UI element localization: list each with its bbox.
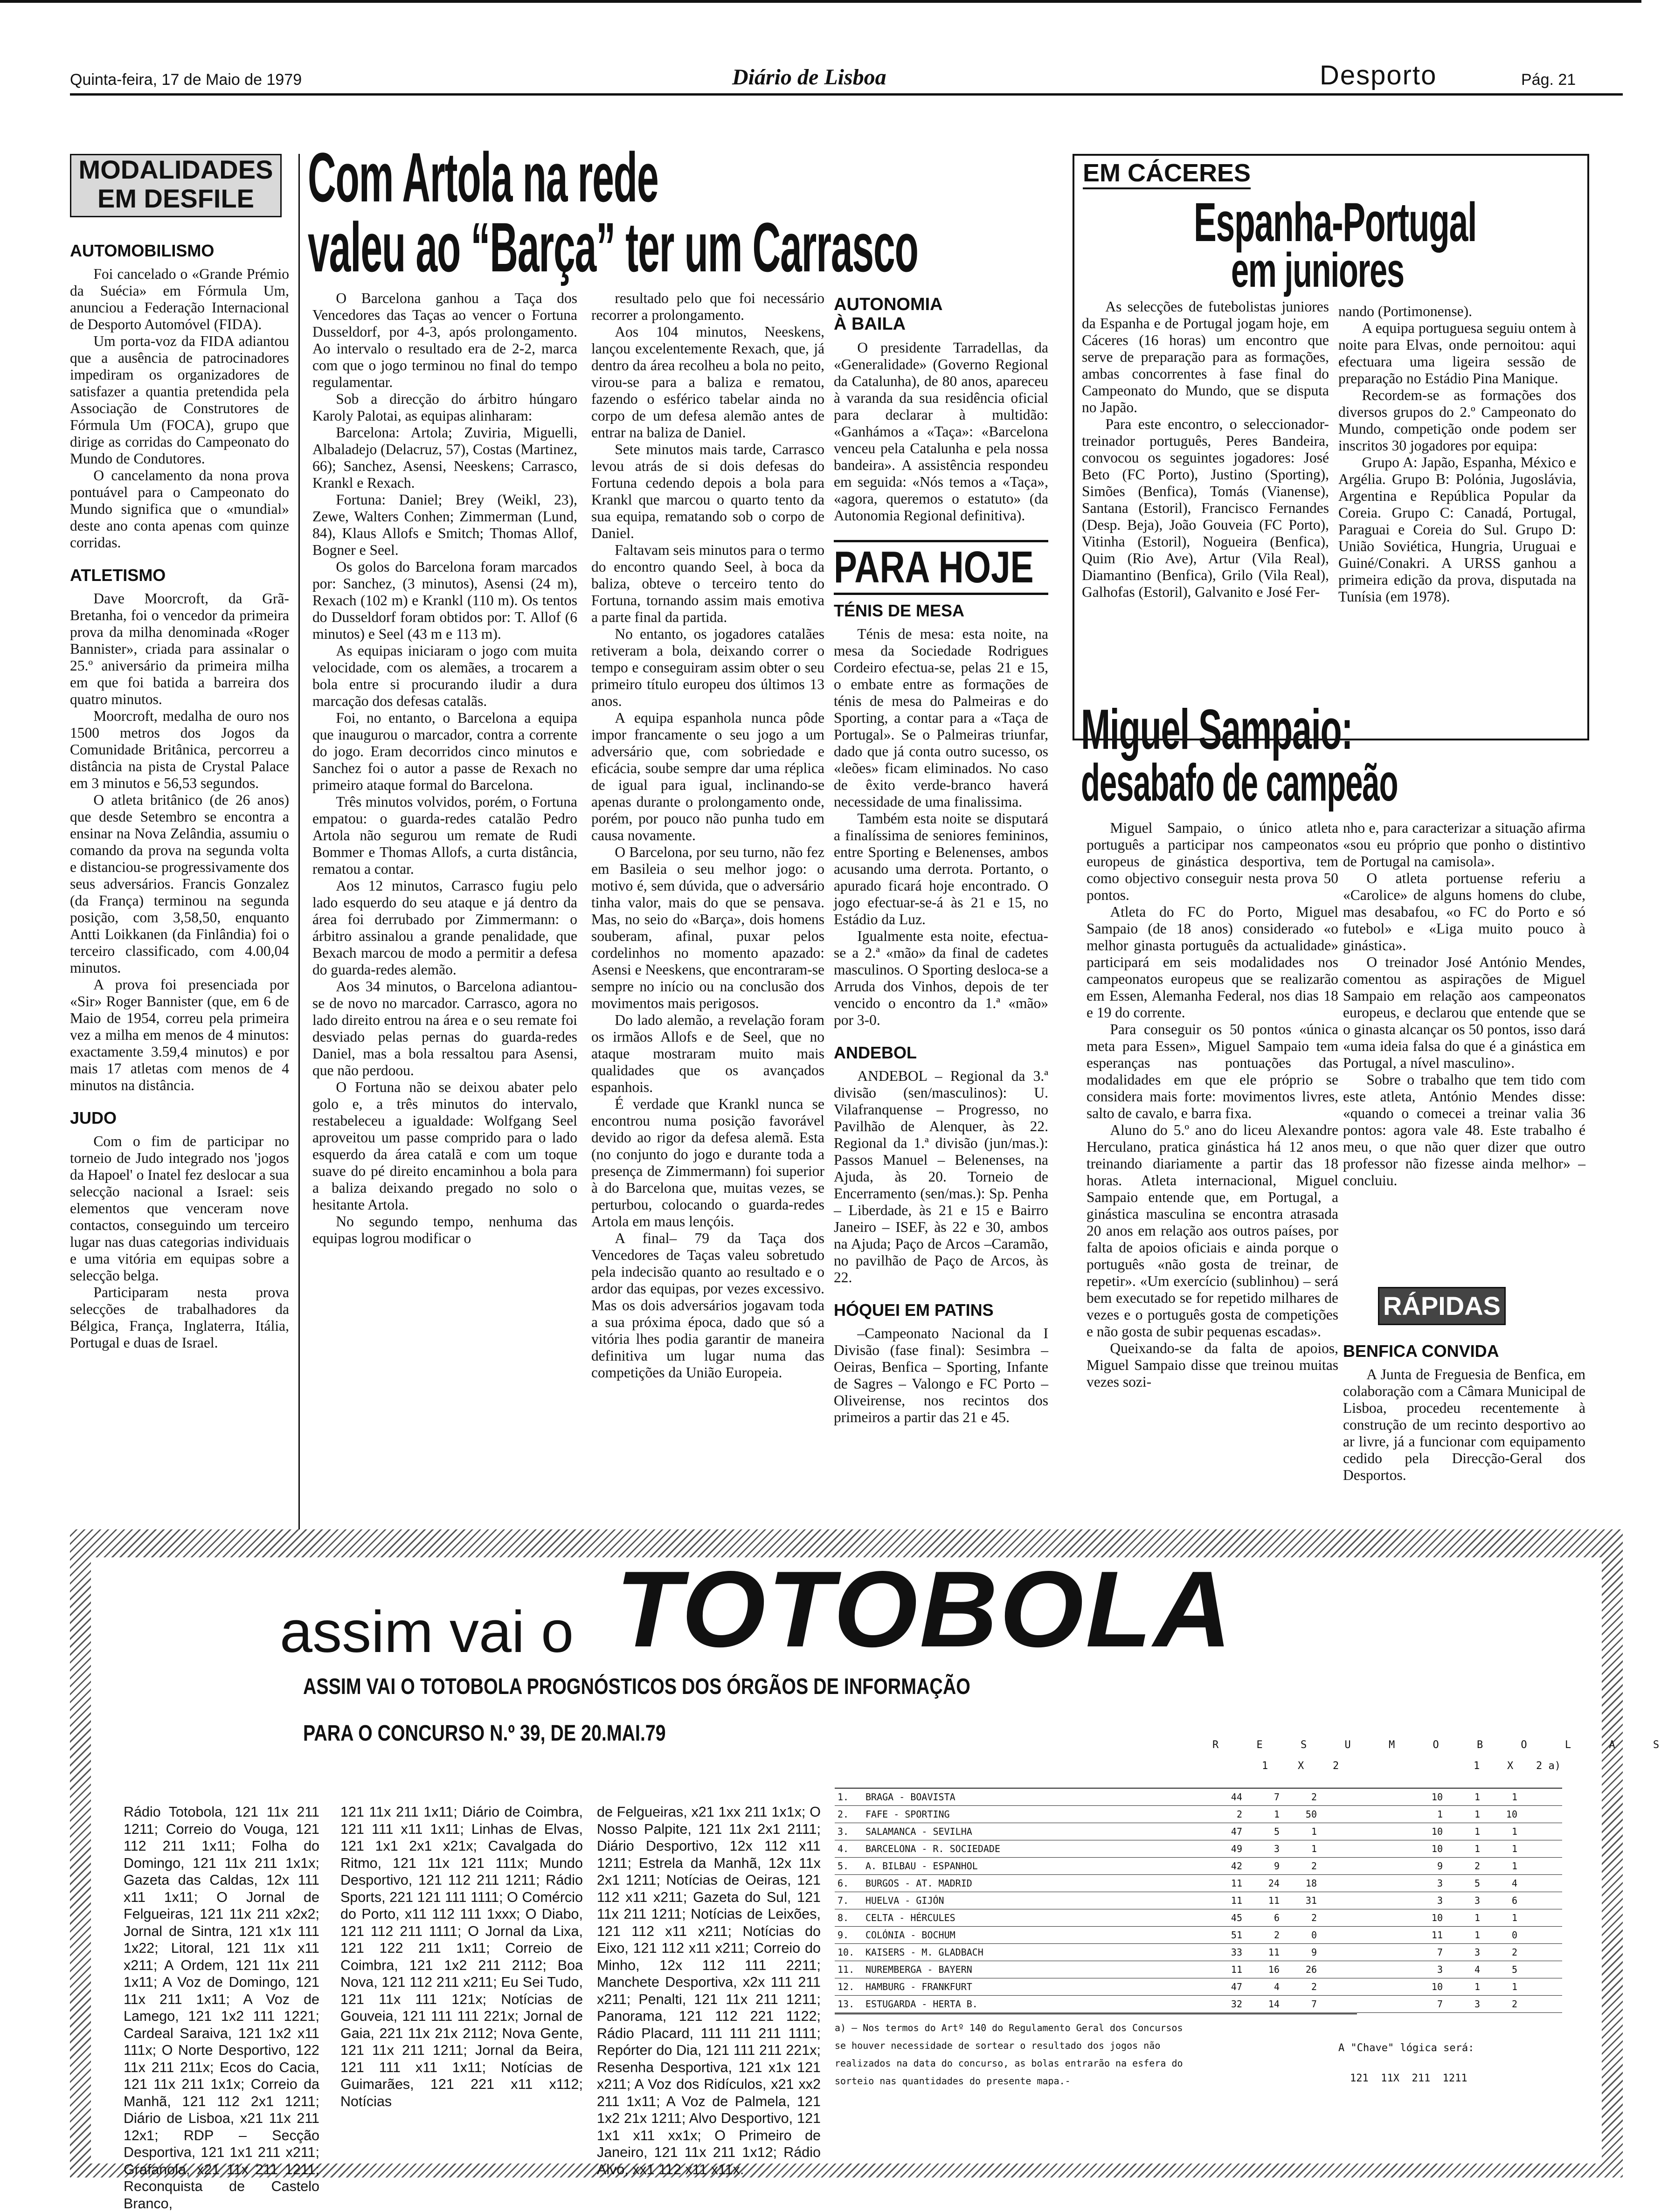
- resumo-2: 2: [1311, 1791, 1317, 1803]
- chave-value: 121 11X 211 1211: [1350, 2073, 1467, 2084]
- resumo-2: 31: [1305, 1895, 1317, 1906]
- automobilismo-p2: Um porta-voz da FIDA adiantou que a ausência de patrocinadores impediram os organizadores de satisfazer a quantia pretendida pela Associação de Construtores de Fórmula Um (FOCA), grupo que dirige as corridas do Campeonato do Mundo de Condutores.: [70, 333, 289, 467]
- totobola-predictions-3: de Felgueiras, x21 1xx 211 1x1x; O Nosso Palpite, 121 11x 2x1 2111; Diário Desportivo, 12x 112 x11 1211; Estrela da Manhã, 12x 11x 2x1 1211; Notícias de Oeiras, 121 112 x11 x211; Gazeta do Sul, 121 11x 211 1211; Notícias de Leixões, 121 112 x11 x211; Notícias do Eixo, 121 112 x11 x211; Correio do Minho, 12x 112 111 2211; Manchete Desportiva, x2x 111 211 x211; Penalti, 121 11x 211 1211; Panorama, 121 112 221 1122; Rádio Placard, 111 111 211 1111; Repórter do Dia, 121 111 211 221x; Resenha Desportiva, 121 x1x 121 x211; A Voz dos Ridículos, x21 xx2 211 1x11; A Voz de Palmela, 121 1x2 21x 1211; Alvo Desportivo, 121 1x1 x11 xx1x; O Primeiro de Janeiro, 121 11x 211 1x12; Rádio Alvo, xx1 112 x11 x11x.: [597, 1804, 821, 2177]
- artola-headline-line2: valeu ao “Barça” ter um Carrasco: [308, 208, 918, 286]
- resumo-1: 47: [1231, 1981, 1242, 1992]
- game-match: COLÓNIA - BOCHUM: [865, 1929, 955, 1941]
- artola-p9: Aos 12 minutos, Carrasco fugiu pelo lado esquerdo do seu ataque e já dentro da área foi derrubado por Zimmermann: o árbitro assinalou a grande penalidade, que Bexach marcou de modo a permitir a defesa do guarda-redes alemão.: [312, 878, 577, 978]
- artola-p20: Do lado alemão, a revelação foram os irmãos Allofs e de Seel, que no ataque mostraram muito mais qualidades que os avançados espanhois.: [591, 1012, 824, 1095]
- game-number: 13.: [838, 1998, 855, 2010]
- hoquei-p1: –Campeonato Nacional da I Divisão (fase final): Sesimbra –Oeiras, Benfica – Sporting, Infante de Sagres – Valongo e FC Porto – Oliveirense, nos recintos dos primeiros a partir das 21 e 45.: [834, 1325, 1048, 1425]
- bolas-x: 5: [1474, 1878, 1480, 1889]
- bolas-1: 3: [1437, 1964, 1443, 1975]
- resumo-1: 42: [1231, 1860, 1242, 1872]
- judo-p2: Participaram nesta prova selecções de trabalhadores da Bélgica, França, Inglaterra, Itália, Portugal e duas de Israel.: [70, 1284, 289, 1351]
- artola-headline-line1: Com Artola na rede: [308, 138, 658, 216]
- caceres-p3: nando (Portimonense).: [1338, 303, 1472, 319]
- totobola-predictions-1: Rádio Totobola, 121 11x 211 1211; Correio do Vouga, 121 112 211 1x11; Folha do Domingo, 121 11x 211 1x1x; Gazeta das Caldas, 12x 111 x11 1x11; O Jornal de Felgueiras, 121 11x 211 x2x2; Jornal de Sintra, 121 x1x 111 1x22; Litoral, 121 11x x11 x211; A Ordem, 121 11x 211 1x11; A Voz de Domingo, 121 11x 211 1x11; A Voz de Lamego, 121 1x2 111 1221; Cardeal Saraiva, 121 1x2 x11 111x; O Norte Desportivo, 122 11x 211 211x; Ecos do Cacia, 121 11x 211 1x1x; Correio da Manhã, 121 112 2x1 1211; Diário de Lisboa, x21 11x 211 12x1; RDP – Secção Desportiva, 121 1x1 211 x211; Grafanola, x21 11x 211 1211; Reconquista de Castelo Branco,: [124, 1804, 319, 2212]
- tenis-p3: Igualmente esta noite, efectua-se a 2.ª «mão» da final de cadetes masculinos. O Sporting desloca-se a Arruda dos Vinhos, depois de ter vencido o encontro da 1.ª «mão» por 3-0.: [834, 928, 1048, 1028]
- resumo-x: 16: [1268, 1964, 1280, 1975]
- artola-p15: Sete minutos mais tarde, Carrasco levou atrás de si dois defesas do Fortuna cedendo depois a bola para Krankl que marcou o quarto tento da sua equipa, rematando sob o corpo de Daniel.: [591, 441, 824, 541]
- sampaio-p6: nho e, para caracterizar a situação afirma «sou eu próprio que ponho o distintivo de Portugal na camisola».: [1343, 820, 1585, 870]
- table-row: [835, 1823, 1562, 1840]
- bolas-col-x: X: [1507, 1760, 1514, 1772]
- hoquei-title: HÓQUEI EM PATINS: [834, 1300, 994, 1320]
- artola-p16: Faltavam seis minutos para o termo do encontro quando Seel, à boca da baliza, obteve o terceiro tento do Fortuna, tornando assim mais emotiva a parte final da partida.: [591, 542, 824, 625]
- bolas-x: 1: [1474, 1791, 1480, 1803]
- game-number: 9.: [838, 1929, 849, 1941]
- caceres-headline-line2: em juniores: [1231, 243, 1404, 297]
- sampaio-p2: Atleta do FC do Porto, Miguel Sampaio (de 18 anos) considerado «o melhor ginasta português da actualidade» participará em seis modalidades nos campeonatos europeus que se realizarão em Essen, Alemanha Federal, nos dias 18 e 19 do corrente.: [1087, 904, 1338, 1021]
- page-date: Quinta-feira, 17 de Maio de 1979: [70, 71, 302, 89]
- spacer: [1520, 1892, 1562, 1909]
- resumo-x: 5: [1274, 1826, 1280, 1837]
- judo-p1: Com o fim de participar no torneio de Judo integrado nos 'jogos da Hapoel' o Inatel fez deslocar a sua selecção nacional a Israel: seis elementos que venceram nove contactos, conseguindo um terceiro lugar nas duas categorias individuais e uma vitória em equipas sobre a selecção belga.: [70, 1133, 289, 1284]
- table-row: [835, 1840, 1562, 1858]
- artola-p22: A final– 79 da Taça dos Vencedores de Taças valeu sobretudo pela indecisão quanto ao resultado e o ardor das equipas, por vezes excessivo. Mas os dois adversários jogavam toda a sua próxima época, dado que só a vitória lhes podia garantir de maneira definitiva um lugar numa das competições da União Europeia.: [591, 1230, 824, 1381]
- game-number: 7.: [838, 1895, 849, 1906]
- table-row: [835, 1927, 1562, 1944]
- sampaio-p3: Para conseguir os 50 pontos «única meta para Essen», Miguel Sampaio tem esperanças nas pontuações das modalidades em que ele próprio se considera mais forte: movimentos livres, salto de cavalo, e barra fixa.: [1087, 1021, 1338, 1121]
- bolas-2: 2: [1511, 1947, 1517, 1958]
- totobola-results-table: [835, 1788, 1562, 2013]
- bolas-1: 1: [1437, 1809, 1443, 1820]
- bolas-x: 1: [1474, 1843, 1480, 1854]
- benfica-convida-title: BENFICA CONVIDA: [1343, 1341, 1499, 1361]
- artola-p11: O Fortuna não se deixou abater pelo golo e, a três minutos do intervalo, restabeleceu a igualdade: Wolfgang Seel aproveitou um passe comprido para o lado esquerdo da área catalã e com um toque suave do pé direito encaminhou a bola para a baliza deixando pregado no solo o hesitante Artola.: [312, 1079, 577, 1213]
- resumo-2: 26: [1305, 1964, 1317, 1975]
- bolas-1: 9: [1437, 1860, 1443, 1872]
- resumo-x: 3: [1274, 1843, 1280, 1854]
- game-match: FAFE - SPORTING: [865, 1809, 950, 1820]
- sampaio-headline-line1: Miguel Sampaio:: [1081, 698, 1353, 761]
- game-match: NUREMBERGA - BAYERN: [865, 1964, 972, 1975]
- atletismo-p1: Dave Moorcroft, da Grã-Bretanha, foi o vencedor da primeira prova da milha denominada «Roger Bannister», criada para assinalar o 25.º aniversário da primeira milha em que foi batida a barreira dos quatro minutos.: [70, 590, 289, 707]
- para-hoje-banner: [834, 540, 1048, 595]
- resumo-2: 9: [1311, 1947, 1317, 1958]
- resumo-2: 0: [1311, 1929, 1317, 1941]
- resumo-1: 11: [1231, 1878, 1242, 1889]
- game-number: 8.: [838, 1912, 849, 1923]
- bolas-2: 10: [1506, 1809, 1517, 1820]
- artola-p21: É verdade que Krankl nunca se encontrou numa posição favorável devido ao rigor da defesa alemã. Esta (no conjunto do jogo e durante toda a presença de Zimmermann) foi superior à do Barcelona que, muitas vezes, se perturbou, colocando o guarda-redes Artola em maus lençóis.: [591, 1096, 824, 1230]
- table-row: [835, 1858, 1562, 1875]
- bolas-2: 5: [1511, 1964, 1517, 1975]
- bolas-2: 1: [1511, 1826, 1517, 1837]
- table-row: [835, 1806, 1562, 1823]
- bolas-2: 1: [1511, 1860, 1517, 1872]
- table-row: [835, 1788, 1562, 1806]
- spacer: [1520, 1788, 1562, 1806]
- bolas-2: 1: [1511, 1791, 1517, 1803]
- resumo-1: 44: [1231, 1791, 1242, 1803]
- spacer: [1520, 1823, 1562, 1840]
- artola-p7: Foi, no entanto, o Barcelona a equipa que inaugurou o marcador, contra a corrente do jogo. Eram decorridos cinco minutos e Sanchez foi o autor a passe de Rexach no primeiro ataque formal do Barcelona.: [312, 710, 577, 793]
- game-number: 2.: [838, 1809, 849, 1820]
- caceres-p1: As selecções de futebolistas juniores da Espanha e de Portugal jogam hoje, em Cáceres (16 horas) um encontro que serve de preparação para as formações, ambas concorrentes à fase final do Campeonato do Mundo, que se disputa no Japão.: [1082, 298, 1329, 415]
- atletismo-title: ATLETISMO: [70, 566, 166, 585]
- resumo-2: 1: [1311, 1826, 1317, 1837]
- resumo-1: 11: [1231, 1895, 1242, 1906]
- modalidades-tag-line2: EM DESFILE: [97, 184, 255, 213]
- caceres-column-1: [1082, 298, 1329, 732]
- game-match: BURGOS - AT. MADRID: [865, 1878, 972, 1889]
- resumo-2: 18: [1305, 1878, 1317, 1889]
- caceres-p5: Recordem-se as formações dos diversos grupos do 2.º Campeonato do Mundo, competição onde podem ser inscritos 30 jogadores por equipa:: [1338, 387, 1576, 454]
- table-row: [835, 1875, 1562, 1892]
- resumo-x: 11: [1268, 1947, 1280, 1958]
- artola-p19: O Barcelona, por seu turno, não fez em Basileia o seu melhor jogo: o motivo é, sem dúvida, que o adversário tinha valor, mais do que se pensava. Mas, no seio do «Barça», dois homens souberam, afinal, puxar pelos cordelinhos no momento apazado: Asensi e Neeskens, que encontraram-se sempre no início ou na conclusão dos movimentos mais perigosos.: [591, 844, 824, 1011]
- automobilismo-p3: O cancelamento da nona prova pontuável para o Campeonato do Mundo significa que o «mundial» deste ano conta apenas com quinze corridas.: [70, 467, 289, 551]
- sampaio-p4: Aluno do 5.º ano do liceu Alexandre Herculano, pratica ginástica há 12 anos treinando diariamente a partir das 18 horas. Atleta internacional, Miguel Sampaio entende que, em Portugal, a ginástica masculina se encontra atrasada 20 anos em relação aos outros países, por falta de apoios oficiais e ainda porque o português «não gosta de treinar, de repetir». «Um exercício (sublinhou) – será bem executado se for repetido milhares de vezes e o português gosta de competições e não gosta de subir pequenas escadas».: [1087, 1122, 1338, 1340]
- game-match: HAMBURG - FRANKFURT: [865, 1981, 972, 1992]
- bolas-2: 2: [1511, 1998, 1517, 2010]
- artola-p8: Três minutos volvidos, porém, o Fortuna empatou: o guarda-redes catalão Pedro Artola não segurou um remate de Rudi Bommer e Thomas Allofs, a curta distância, rematou a contar.: [312, 794, 577, 877]
- bolas-x: 1: [1474, 1809, 1480, 1820]
- resumo-col-x: X: [1298, 1760, 1304, 1772]
- caceres-p2: Para este encontro, o seleccionador-treinador português, Peres Bandeira, convocou os seguintes jogadores: José Beto (FC Porto), Justino (Sporting), Simões (Benfica), Tomás (Vianense), Santana (Estoril), Francisco Fernandes (Desp. Beja), João Gouveia (FC Porto), Vitinha (Estoril), Nogueira (Benfica), Quim (Rio Ave), Artur (Vila Real), Diamantino (Benfica), Grilo (Vila Real), Galhofas (Estoril), Galvanito e José Fer-: [1082, 416, 1329, 600]
- tenis-title: TÉNIS DE MESA: [834, 601, 965, 620]
- resumo-1: 49: [1231, 1843, 1242, 1854]
- caceres-kicker: EM CÁCERES: [1083, 159, 1251, 189]
- autonomia-title-line1: AUTONOMIA: [834, 295, 943, 314]
- resumo-header: R E S U M O B O L A S: [1212, 1739, 1675, 1751]
- artola-p6: As equipas iniciaram o jogo com muita velocidade, com os alemães, a trocarem a bola entre si procurando iludir a dura marcação dos defesas catalãs.: [312, 643, 577, 709]
- resumo-1: 33: [1231, 1947, 1242, 1958]
- game-number: 11.: [838, 1964, 855, 1975]
- bolas-x: 4: [1474, 1964, 1480, 1975]
- artola-p1: O Barcelona ganhou a Taça dos Vencedores das Taças ao vencer o Fortuna Dusseldorf, por 4-3, após prolongamento. Ao intervalo o resultado era de 2-2, marca com que o jogo terminou no final do tempo regulamentar.: [312, 290, 577, 390]
- table-row: [835, 1892, 1562, 1909]
- artola-p18: A equipa espanhola nunca pôde impor francamente o seu jogo a um adversário que, com sobriedade e eficácia, soube sempre dar uma réplica de igual para igual, inclinando-se apenas durante o prolongamento onde, porém, por pouco não punha tudo em causa novamente.: [591, 710, 824, 843]
- resumo-col-2: 2: [1333, 1760, 1339, 1772]
- totobola-concurso: PARA O CONCURSO N.º 39, DE 20.MAI.79: [303, 1721, 666, 1746]
- game-match: BRAGA - BOAVISTA: [865, 1791, 955, 1803]
- resumo-x: 2: [1274, 1929, 1280, 1941]
- resumo-2: 1: [1311, 1843, 1317, 1854]
- totobola-footnote: a) – Nos termos do Artº 140 do Regulamento Geral dos Concursos se houver necessidade de sortear o resultado dos jogos não realizados na data do concurso, as bolas entrarão na esfera do sorteio nas quantidades do presente mapa.-: [835, 2022, 1183, 2087]
- resumo-x: 1: [1274, 1809, 1280, 1820]
- bolas-1: 10: [1431, 1791, 1443, 1803]
- modalidades-tag: [70, 154, 282, 217]
- benfica-convida-p1: A Junta de Freguesia de Benfica, em colaboração com a Câmara Municipal de Lisboa, procedeu recentemente à construção de um recinto desportivo ao ar livre, já a funcionar com equipamento cedido pela Direcção-Geral dos Desportos.: [1343, 1366, 1585, 1483]
- spacer: [1520, 1961, 1562, 1978]
- spacer: [1520, 1875, 1562, 1892]
- bolas-1: 3: [1437, 1878, 1443, 1889]
- bolas-2: 4: [1511, 1878, 1517, 1889]
- bolas-2: 1: [1511, 1843, 1517, 1854]
- andebol-p1: ANDEBOL – Regional da 3.ª divisão (sen/masculinos): U. Vilafranquense – Progresso, no Pavilhão de Alenquer, às 22. Regional da 1.ª divisão (jun/mas.): Passos Manuel – Belenenses, na Ajuda, às 20. Torneio de Encerramento (sen/mas.): Sp. Penha – Liberdade, às 21 e 15 e Bairro Janeiro – ISEF, às 22 e 30, ambos na Ajuda; Paço de Arcos –Caramão, no pavilhão de Paço de Arcos, às 22.: [834, 1068, 1048, 1286]
- spacer: [1520, 1927, 1562, 1944]
- sampaio-headline-line2: desabafo de campeão: [1081, 753, 1398, 812]
- resumo-2: 50: [1305, 1809, 1317, 1820]
- bolas-2: 1: [1511, 1912, 1517, 1923]
- resumo-1: 2: [1236, 1809, 1242, 1820]
- spacer: [1520, 1944, 1562, 1961]
- resumo-2: 2: [1311, 1860, 1317, 1872]
- artola-p3: Barcelona: Artola; Zuviria, Miguelli, Albaladejo (Delacruz, 57), Costas (Martinez, 66); Sanchez, Asensi, Neeskens; Carrasco, Krankl e Rexach.: [312, 424, 577, 491]
- artola-p17: No entanto, os jogadores catalães retiveram a bola, deixando correr o tempo e conseguiram assim obter o seu primeiro título europeu dos últimos 13 anos.: [591, 626, 824, 709]
- resumo-1: 11: [1231, 1964, 1242, 1975]
- resumo-2: 7: [1311, 1998, 1317, 2010]
- newspaper-masthead: Diário de Lisboa: [732, 65, 886, 90]
- resumo-1: 45: [1231, 1912, 1242, 1923]
- bolas-col-2a: 2 a): [1536, 1760, 1561, 1772]
- andebol-title: ANDEBOL: [834, 1043, 917, 1062]
- resumo-x: 11: [1268, 1895, 1280, 1906]
- bolas-x: 3: [1474, 1895, 1480, 1906]
- bolas-1: 7: [1437, 1947, 1443, 1958]
- section-name: Desporto: [1320, 60, 1437, 90]
- sampaio-p7: O atleta portuense referiu a «Carolice» de alguns homens do clube, mas desabafou, «o FC do Porto e só futebol» e «Liga muito pouco à ginástica».: [1343, 870, 1585, 954]
- bolas-2: 0: [1511, 1929, 1517, 1941]
- chave-label: A "Chave" lógica será:: [1338, 2042, 1474, 2054]
- atletismo-p4: A prova foi presenciada por «Sir» Roger Bannister (que, em 6 de Maio de 1954, correu pela primeira vez a milha em menos de 4 minutos: exactamente 3.59,4 minutos) e por mais 17 atletas com menos de 4 minutos na distância.: [70, 976, 289, 1093]
- artola-p12: No segundo tempo, nenhuma das equipas logrou modificar o: [312, 1213, 577, 1246]
- autonomia-p1: O presidente Tarradellas, da «Generalidade» (Governo Regional da Catalunha), de 80 anos, apareceu à varanda da sua residência oficial para declarar à multidão: «Ganhámos a «Taça»: «Barcelona venceu pela Catalunha e pela nossa bandeira». A assistência respondeu em seguida: «Nós temos a «Taça», «agora, queremos o estatuto» (da Autonomia Regional definitiva).: [834, 339, 1048, 524]
- modalidades-tag-line1: MODALIDADES: [78, 155, 273, 184]
- totobola-slogan: assim vai o: [280, 1599, 574, 1665]
- table-row: [835, 1978, 1562, 1996]
- table-row: [835, 1944, 1562, 1961]
- page-number: Pág. 21: [1521, 71, 1576, 89]
- artola-p4: Fortuna: Daniel; Brey (Weikl, 23), Zewe, Walters Conhen; Zimmerman (Lund, 84), Klaus Allofs e Smitch; Thomas Allof, Bogner e Seel.: [312, 491, 577, 558]
- judo-title: JUDO: [70, 1108, 117, 1127]
- caceres-headline-line1: Espanha-Portugal: [1194, 192, 1477, 253]
- sampaio-column-2: [1343, 820, 1585, 1286]
- bolas-1: 11: [1431, 1929, 1443, 1941]
- game-number: 5.: [838, 1860, 849, 1872]
- table-row: [835, 1909, 1562, 1927]
- bolas-col-1: 1: [1474, 1760, 1480, 1772]
- caceres-p4: A equipa portuguesa seguiu ontem à noite para Elvas, onde pernoitou: aqui efectuara uma ligeira sessão de preparação no Estádio Pina Manique.: [1338, 320, 1576, 387]
- resumo-1: 47: [1231, 1826, 1242, 1837]
- resumo-x: 9: [1274, 1860, 1280, 1872]
- spacer: [1520, 1909, 1562, 1927]
- bolas-x: 1: [1474, 1826, 1480, 1837]
- bolas-x: 3: [1474, 1998, 1480, 2010]
- bolas-x: 2: [1474, 1860, 1480, 1872]
- game-number: 12.: [838, 1981, 855, 1992]
- bolas-1: 7: [1437, 1998, 1443, 2010]
- bolas-x: 3: [1474, 1947, 1480, 1958]
- bolas-2: 1: [1511, 1981, 1517, 1992]
- tenis-p2: Também esta noite se disputará a finalíssima de seniores femininos, entre Sporting e Belenenses, ambos acusando uma derrota. Portanto, o apurado ficará hoje encontrado. O jogo efectuar-se-á às 21 e 15, no Estádio da Luz.: [834, 810, 1048, 927]
- spacer: [1520, 1806, 1562, 1823]
- resumo-x: 6: [1274, 1912, 1280, 1923]
- bolas-1: 10: [1431, 1981, 1443, 1992]
- resumo-1: 51: [1231, 1929, 1242, 1941]
- rapidas-tag: RÁPIDAS: [1378, 1287, 1506, 1325]
- spacer: [1520, 1858, 1562, 1875]
- resumo-col-1: 1: [1262, 1760, 1268, 1772]
- game-match: CELTA - HÉRCULES: [865, 1912, 955, 1923]
- game-number: 4.: [838, 1843, 849, 1854]
- game-number: 10.: [838, 1947, 855, 1958]
- artola-p5: Os golos do Barcelona foram marcados por: Sanchez, (3 minutos), Asensi (24 m), Rexach (102 m) e Krankl (110 m). Os tentos do Dusseldorf foram obtidos por: T. Allof (6 minutos) e Seel (43 m e 113 m).: [312, 559, 577, 642]
- resumo-1: 32: [1231, 1998, 1242, 2010]
- resumo-x: 24: [1268, 1878, 1280, 1889]
- totobola-subtitle: ASSIM VAI O TOTOBOLA PROGNÓSTICOS DOS ÓRGÃOS DE INFORMAÇÃO: [303, 1674, 970, 1699]
- caceres-p6: Grupo A: Japão, Espanha, México e Argélia. Grupo B: Polónia, Jugoslávia, Argentina e República Popular da Coreia. Grupo C: Canadá, Portugal, Paraguai e Coreia do Sul. Grupo D: União Soviética, Hungria, Uruguai e Guiné/Conakri. A URSS ganhou a primeira edição da prova, disputada na Tunísia (em 1978).: [1338, 454, 1576, 605]
- totobola-predictions-2: 121 11x 211 1x11; Diário de Coimbra, 121 111 x11 1x11; Linhas de Elvas, 121 1x1 2x1 x21x; Cavalgada do Ritmo, 121 11x 121 111x; Mundo Desportivo, 121 112 211 1211; Rádio Sports, 221 121 111 1111; O Comércio do Porto, x11 112 111 1xxx; O Diabo, 121 112 211 1111; O Jornal da Lixa, 121 122 211 1x11; Correio de Coimbra, 121 1x2 211 2112; Boa Nova, 121 112 211 x211; Eu Sei Tudo, 121 11x 111 121x; Notícias de Gouveia, 121 111 111 221x; Jornal de Gaia, 221 11x 21x 2112; Nova Gente, 121 11x 211 1211; Jornal da Beira, 121 111 x11 1x11; Notícias de Guimarães, 121 221 x11 x112; Notícias: [340, 1804, 583, 2109]
- game-match: A. BILBAU - ESPANHOL: [865, 1860, 978, 1872]
- artola-p2: Sob a direcção do árbitro húngaro Karoly Palotai, as equipas alinharam:: [312, 391, 577, 424]
- atletismo-p2: Moorcroft, medalha de ouro nos 1500 metros dos Jogos da Comunidade Britânica, percorreu a distância na pista de Crystal Palace em 3 minutos e 56,53 segundos.: [70, 708, 289, 791]
- automobilismo-p1: Foi cancelado o «Grande Prémio da Suécia» em Fórmula Um, anunciou a Federação Internacional de Desporto Automóvel (FIDA).: [70, 266, 289, 332]
- spacer: [1520, 1840, 1562, 1858]
- autonomia-title-line2: À BAILA: [834, 314, 906, 334]
- game-match: HUELVA - GIJÓN: [865, 1895, 944, 1906]
- sampaio-p8: O treinador José António Mendes, comentou as aspirações de Miguel Sampaio em relação aos campeonatos europeus, e declarou que entende que se o ginasta alcançar os 50 pontos, isso dará «uma ideia falsa do que é a ginástica em Portugal, a nível masculino».: [1343, 954, 1585, 1071]
- bolas-x: 1: [1474, 1981, 1480, 1992]
- sampaio-p5: Queixando-se da falta de apoios, Miguel Sampaio disse que treinou muitas vezes sozi-: [1087, 1340, 1338, 1390]
- spacer: [1520, 1978, 1562, 1996]
- tenis-p1: Ténis de mesa: esta noite, na mesa da Sociedade Rodrigues Cordeiro efectua-se, pelas 21 e 15, o embate entre as formações de ténis de mesa do Palmeiras e do Sporting, a contar para a «Taça de Portugal». Se o Palmeiras triunfar, dado que já conta outro sucesso, os «leões» ficam eliminados. No caso de êxito verde-branco haverá necessidade de uma finalissima.: [834, 626, 1048, 810]
- automobilismo-title: AUTOMOBILISMO: [70, 241, 215, 260]
- bolas-1: 10: [1431, 1826, 1443, 1837]
- game-number: 6.: [838, 1878, 849, 1889]
- game-number: 3.: [838, 1826, 849, 1837]
- bolas-x: 1: [1474, 1912, 1480, 1923]
- table-row: [835, 1996, 1562, 2013]
- artola-p13: resultado pelo que foi necessário recorrer a prolongamento.: [591, 290, 824, 323]
- resumo-x: 7: [1274, 1791, 1280, 1803]
- para-hoje-title: PARA HOJE: [834, 542, 1034, 592]
- game-match: KAISERS - M. GLADBACH: [865, 1947, 983, 1958]
- bolas-x: 1: [1474, 1929, 1480, 1941]
- totobola-brand: TOTOBOLA: [616, 1549, 1234, 1670]
- sampaio-p1: Miguel Sampaio, o único atleta português a participar nos campeonatos europeus de ginástica desportiva, tem como objectivo conseguir nesta prova 50 pontos.: [1087, 820, 1338, 903]
- sampaio-p9: Sobre o trabalho que tem tido com este atleta, António Mendes disse: «quando o comecei a treinar valia 36 pontos: agora vale 48. Este trabalho é meu, o que não quer dizer que outro professor não fizesse ainda melhor» – concluiu.: [1343, 1071, 1585, 1189]
- table-row: [835, 1961, 1562, 1978]
- game-number: 1.: [838, 1791, 849, 1803]
- resumo-2: 2: [1311, 1912, 1317, 1923]
- bolas-1: 3: [1437, 1895, 1443, 1906]
- resumo-2: 2: [1311, 1981, 1317, 1992]
- caceres-column-2: [1338, 303, 1576, 732]
- resumo-x: 4: [1274, 1981, 1280, 1992]
- bolas-1: 10: [1431, 1912, 1443, 1923]
- artola-p14: Aos 104 minutos, Neeskens, lançou excelentemente Rexach, que, já dentro da área recolheu a bola no peito, virou-se para a baliza e rematou, fazendo o esférico tabelar ainda no corpo de um defesa alemão antes de entrar na baliza de Daniel.: [591, 324, 824, 441]
- bolas-2: 6: [1511, 1895, 1517, 1906]
- game-match: SALAMANCA - SEVILHA: [865, 1826, 972, 1837]
- resumo-x: 14: [1268, 1998, 1280, 2010]
- game-match: ESTUGARDA - HERTA B.: [865, 1998, 978, 2010]
- atletismo-p3: O atleta britânico (de 26 anos) que desde Setembro se encontra a ensinar na Nova Zelândia, assumiu o comando da prova na segunda volta e distanciou-se progressivamente dos seus adversários. Francis Gonzalez (da França) terminou na segunda posição, com 3,58,50, enquanto Antti Loikkanen (da Finlândia) foi o terceiro classificado, com 4.00,04 minutos.: [70, 792, 289, 976]
- game-match: BARCELONA - R. SOCIEDADE: [865, 1843, 1000, 1854]
- bolas-1: 10: [1431, 1843, 1443, 1854]
- artola-p10: Aos 34 minutos, o Barcelona adiantou-se de novo no marcador. Carrasco, agora no lado direito entrou na área e o seu remate foi desviado pelas pernas do guarda-redes Daniel, mas a bola ressaltou para Asensi, que não perdoou.: [312, 978, 577, 1078]
- autonomia-title: [834, 295, 1048, 334]
- spacer: [1520, 1996, 1562, 2013]
